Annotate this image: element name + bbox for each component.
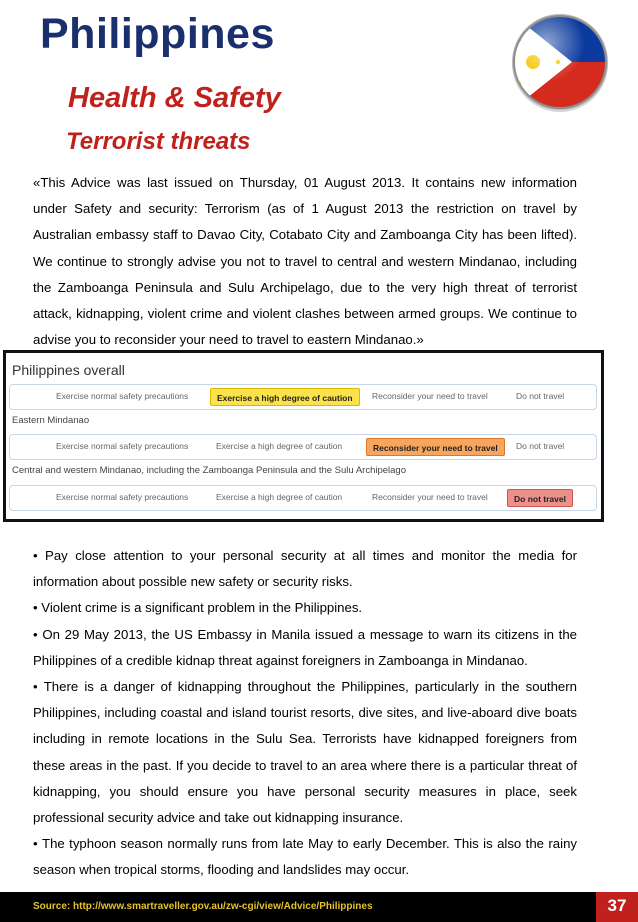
list-item: • The typhoon season normally runs from late May to early December. This is also the rainy season when tropical storms, flooding and landslides may occur.	[33, 836, 577, 878]
philippines-flag-icon	[508, 10, 612, 114]
advisory-row	[9, 434, 597, 460]
level-normal: Exercise normal safety precautions	[56, 492, 189, 502]
bullet-list	[33, 543, 577, 884]
region-label: Central and western Mindanao, including the Zamboanga Peninsula and the Sulu Archipelago	[12, 465, 406, 476]
list-item: • On 29 May 2013, the US Embassy in Manila issued a message to warn its citizens in the Philippines of a credible kidnap threat against foreigners in Zamboanga in Mindanao.	[33, 626, 578, 668]
level-normal: Exercise normal safety precautions	[56, 391, 189, 401]
level-caution-active: Exercise a high degree of caution	[210, 388, 360, 406]
list-item: • There is a danger of kidnapping throughout the Philippines, particularly in the southern Philippines, including coastal and island tourist resorts, dive sites, and live-aboard dive boats including in remote locations in the Sulu Sea. Terrorists have kidnapped foreigners from these areas in the past. If you decide to travel to an area where there is a particular threat of kidnapping, you should ensure you have personal security measures in place, seek professional security advice and take out kidnapping insurance.	[33, 679, 577, 826]
region-label: Eastern Mindanao	[12, 415, 90, 426]
level-caution: Exercise a high degree of caution	[216, 441, 343, 451]
level-do-not-travel: Do not travel	[516, 441, 565, 451]
page-title: Philippines	[40, 10, 275, 58]
footer-bar	[0, 892, 638, 922]
list-item: • Pay close attention to your personal security at all times and monitor the media for information about possible new safety or security risks.	[33, 548, 578, 590]
advisory-row	[9, 384, 597, 410]
level-normal: Exercise normal safety precautions	[56, 441, 189, 451]
advisory-row	[9, 485, 597, 511]
section-subtitle: Health & Safety	[68, 82, 281, 114]
advisory-levels-panel	[3, 350, 604, 522]
level-reconsider: Reconsider your need to travel	[372, 492, 488, 502]
source-link[interactable]: Source: http://www.smartraveller.gov.au/zw-cgi/view/Advice/Philippines	[33, 901, 373, 912]
page-number: 37	[607, 896, 627, 915]
topic-heading: Terrorist threats	[66, 128, 251, 155]
intro-paragraph: «This Advice was last issued on Thursday, 01 August 2013. It contains new information under Safety and security: Terrorism (as of 1 August 2013 the restriction on travel by Australian embassy staff to Davao City, Cotabato City and Zamboanga City has been lifted). We continue to strongly advise you not to travel to central and western Mindanao, including the Zamboanga Peninsula and Sulu Archipelago, due to the very high threat of terrorist attack, kidnapping, violent crime and violent clashes between armed groups. We continue to advise you to reconsider your need to travel to eastern Mindanao.»	[33, 175, 577, 348]
level-caution: Exercise a high degree of caution	[216, 492, 343, 502]
level-do-not-travel-active: Do not travel	[507, 489, 573, 507]
level-do-not-travel: Do not travel	[516, 391, 565, 401]
panel-heading: Philippines overall	[12, 362, 125, 378]
list-item: • Violent crime is a significant problem in the Philippines.	[33, 600, 363, 616]
level-reconsider: Reconsider your need to travel	[372, 391, 488, 401]
page-number-box	[596, 892, 638, 922]
level-reconsider-active: Reconsider your need to travel	[366, 438, 505, 456]
